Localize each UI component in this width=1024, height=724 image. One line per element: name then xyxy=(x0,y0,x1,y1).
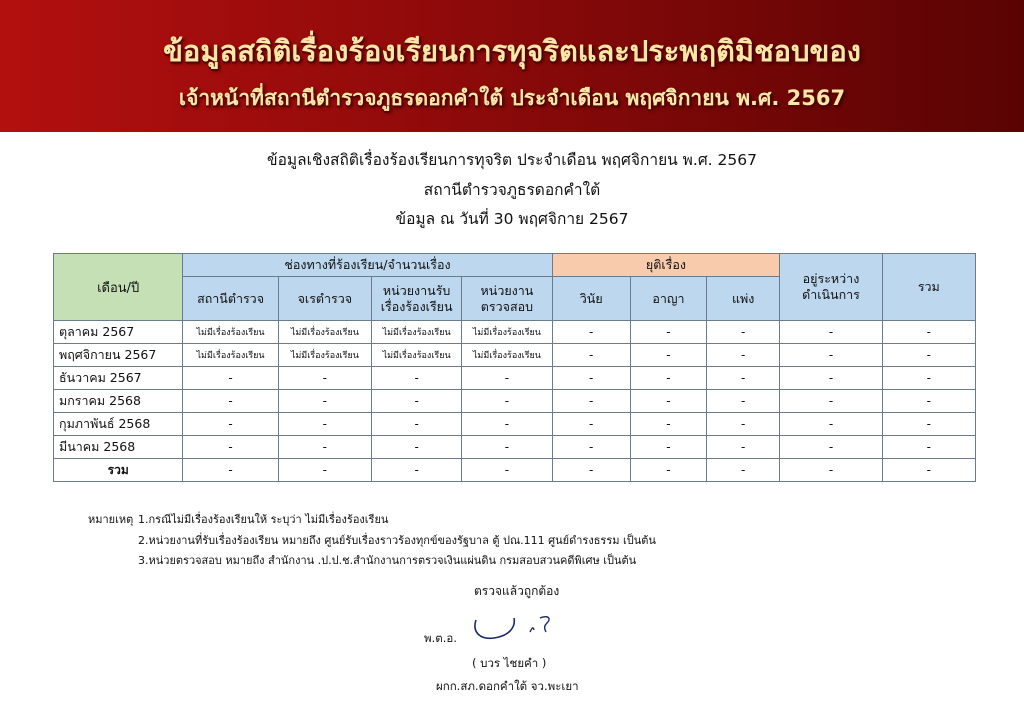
cell-total: - xyxy=(882,367,975,390)
banner-title: ข้อมูลสถิติเรื่องร้องเรียนการทุจริตและประพฤติมิชอบของ xyxy=(163,34,861,68)
cell-total: - xyxy=(882,321,975,344)
header-month: เดือน/ปี xyxy=(54,254,183,321)
row-month: ตุลาคม 2567 xyxy=(54,321,183,344)
total-criminal: - xyxy=(630,459,706,482)
row-month: ธันวาคม 2567 xyxy=(54,367,183,390)
row-month: พฤศจิกายน 2567 xyxy=(54,344,183,367)
cell-officer: - xyxy=(278,390,371,413)
header-resolved-discipline: วินัย xyxy=(552,277,630,321)
cell-audit: - xyxy=(462,436,552,459)
header-channel-agency-line2: เรื่องร้องเรียน xyxy=(380,298,453,314)
cell-criminal: - xyxy=(630,436,706,459)
cell-discipline: - xyxy=(552,344,630,367)
notes-prefix: หมายเหตุ xyxy=(88,513,134,526)
cell-agency: - xyxy=(372,436,462,459)
cell-agency: - xyxy=(372,390,462,413)
note-2: 2.หน่วยงานที่รับเรื่องร้องเรียน หมายถึง ศูนย์รับเรื่องราวร้องทุกข์ของรัฐบาล ตู้ ปณ.111 ศูนย์ดำรงธรรม เป็นต้น xyxy=(138,534,656,547)
cell-agency: ไม่มีเรื่องร้องเรียน xyxy=(372,344,462,367)
cell-total: - xyxy=(882,436,975,459)
cell-pending: - xyxy=(780,367,882,390)
cell-criminal: - xyxy=(630,344,706,367)
statistics-table xyxy=(53,253,976,482)
table-row xyxy=(54,413,976,436)
cell-discipline: - xyxy=(552,436,630,459)
cell-station: - xyxy=(183,413,278,436)
header-total: รวม xyxy=(882,254,975,321)
cell-total: - xyxy=(882,413,975,436)
cell-civil: - xyxy=(707,321,780,344)
signer-name: ( บวร ไชยคำ ) xyxy=(472,656,547,670)
header-channel-officer: จเรตำรวจ xyxy=(278,277,371,321)
station-name: สถานีตำรวจภูธรดอกคำใต้ xyxy=(423,181,601,199)
cell-civil: - xyxy=(707,413,780,436)
cell-officer: ไม่มีเรื่องร้องเรียน xyxy=(278,344,371,367)
header-channel-agency xyxy=(372,277,462,321)
total-officer: - xyxy=(278,459,371,482)
cell-audit: - xyxy=(462,413,552,436)
total-audit: - xyxy=(462,459,552,482)
report-title: ข้อมูลเชิงสถิติเรื่องร้องเรียนการทุจริต ประจำเดือน พฤศจิกายน พ.ศ. 2567 xyxy=(267,151,757,169)
cell-pending: - xyxy=(780,413,882,436)
total-pending: - xyxy=(780,459,882,482)
table-total-row xyxy=(54,459,976,482)
cell-officer: - xyxy=(278,413,371,436)
header-channels: ช่องทางที่ร้องเรียน/จำนวนเรื่อง xyxy=(183,254,552,277)
cell-discipline: - xyxy=(552,367,630,390)
header-pending xyxy=(780,254,882,321)
cell-total: - xyxy=(882,390,975,413)
signature-image xyxy=(470,610,560,646)
table-row xyxy=(54,367,976,390)
table-body xyxy=(54,321,976,482)
note-3: 3.หน่วยตรวจสอบ หมายถึง สำนักงาน .ป.ป.ช.สำนักงานการตรวจเงินแผ่นดิน กรมสอบสวนคดีพิเศษ เป็นต้น xyxy=(138,554,637,567)
header-channel-station: สถานีตำรวจ xyxy=(183,277,278,321)
header-channel-audit-line1: หน่วยงาน xyxy=(480,282,534,298)
total-agency: - xyxy=(372,459,462,482)
cell-station: ไม่มีเรื่องร้องเรียน xyxy=(183,321,278,344)
total-label: รวม xyxy=(54,459,183,482)
cell-civil: - xyxy=(707,436,780,459)
cell-agency: - xyxy=(372,367,462,390)
cell-officer: - xyxy=(278,436,371,459)
table-row xyxy=(54,321,976,344)
total-discipline: - xyxy=(552,459,630,482)
cell-agency: - xyxy=(372,413,462,436)
header-pending-line1: อยู่ระหว่าง xyxy=(802,271,860,286)
header-channel-audit-line2: ตรวจสอบ xyxy=(480,298,534,314)
row-month: มีนาคม 2568 xyxy=(54,436,183,459)
data-date: ข้อมูล ณ วันที่ 30 พฤศจิกาย 2567 xyxy=(395,210,629,228)
cell-station: - xyxy=(183,390,278,413)
cell-audit: - xyxy=(462,367,552,390)
row-month: กุมภาพันธ์ 2568 xyxy=(54,413,183,436)
total-station: - xyxy=(183,459,278,482)
header-pending-line2: ดำเนินการ xyxy=(802,287,860,302)
header-resolved-civil: แพ่ง xyxy=(707,277,780,321)
cell-pending: - xyxy=(780,344,882,367)
table-row xyxy=(54,344,976,367)
cell-agency: ไม่มีเรื่องร้องเรียน xyxy=(372,321,462,344)
cell-audit: - xyxy=(462,390,552,413)
cell-criminal: - xyxy=(630,321,706,344)
banner-subtitle: เจ้าหน้าที่สถานีตำรวจภูธรดอกคำใต้ ประจำเดือน พฤศจิกายน พ.ศ. 2567 xyxy=(178,86,846,110)
cell-total: - xyxy=(882,344,975,367)
cell-civil: - xyxy=(707,390,780,413)
table-row xyxy=(54,436,976,459)
cell-station: ไม่มีเรื่องร้องเรียน xyxy=(183,344,278,367)
cell-pending: - xyxy=(780,390,882,413)
header-channel-audit xyxy=(462,277,552,321)
cell-pending: - xyxy=(780,436,882,459)
note-1: 1.กรณีไม่มีเรื่องร้องเรียนให้ ระบุว่า ไม่มีเรื่องร้องเรียน xyxy=(138,513,389,526)
header-channel-agency-line1: หน่วยงานรับ xyxy=(382,282,451,298)
cell-officer: - xyxy=(278,367,371,390)
header-banner xyxy=(0,0,1024,132)
cell-civil: - xyxy=(707,344,780,367)
cell-criminal: - xyxy=(630,413,706,436)
cell-discipline: - xyxy=(552,413,630,436)
cell-pending: - xyxy=(780,321,882,344)
signer-rank: พ.ต.อ. xyxy=(424,631,457,645)
cell-station: - xyxy=(183,367,278,390)
header-resolved-criminal: อาญา xyxy=(630,277,706,321)
cell-criminal: - xyxy=(630,367,706,390)
header-resolved: ยุติเรื่อง xyxy=(552,254,780,277)
cell-discipline: - xyxy=(552,390,630,413)
row-month: มกราคม 2568 xyxy=(54,390,183,413)
cell-criminal: - xyxy=(630,390,706,413)
table-row xyxy=(54,390,976,413)
cell-audit: ไม่มีเรื่องร้องเรียน xyxy=(462,321,552,344)
cell-station: - xyxy=(183,436,278,459)
total-total: - xyxy=(882,459,975,482)
total-civil: - xyxy=(707,459,780,482)
cell-audit: ไม่มีเรื่องร้องเรียน xyxy=(462,344,552,367)
cell-discipline: - xyxy=(552,321,630,344)
cell-civil: - xyxy=(707,367,780,390)
signer-position: ผกก.สภ.ดอกคำใต้ จว.พะเยา xyxy=(436,679,579,693)
cell-officer: ไม่มีเรื่องร้องเรียน xyxy=(278,321,371,344)
verified-text: ตรวจแล้วถูกต้อง xyxy=(474,584,560,598)
